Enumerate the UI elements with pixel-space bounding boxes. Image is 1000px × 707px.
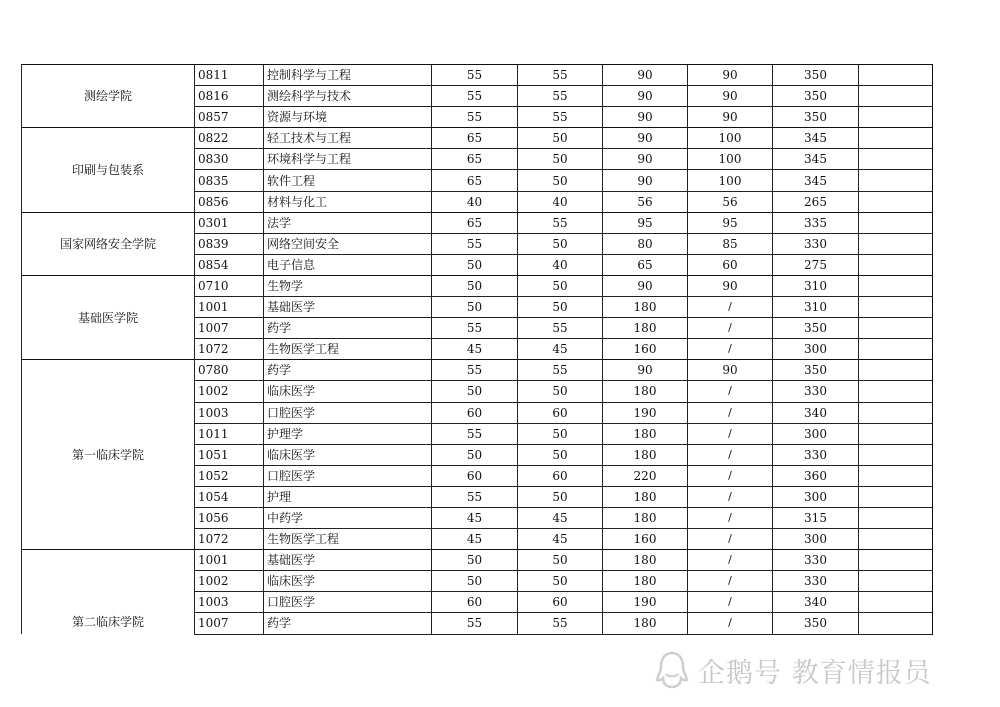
score-subject-2-cell: / [688,444,773,465]
watermark-text: 企鹅号 教育情报员 [698,657,932,689]
major-cell: 资源与环境 [264,107,432,128]
major-cell: 电子信息 [264,254,432,275]
score-subject-2-cell: / [688,613,773,634]
code-cell: 0780 [195,360,264,381]
code-cell: 1011 [195,423,264,444]
remark-cell [859,613,933,634]
score-subject-1-cell: 180 [603,423,688,444]
score-subject-1-cell: 180 [603,550,688,571]
score-foreign-language-cell: 50 [518,149,603,170]
score-subject-2-cell: 60 [688,254,773,275]
score-politics-cell: 50 [432,381,518,402]
code-cell: 0854 [195,254,264,275]
score-foreign-language-cell: 50 [518,571,603,592]
score-subject-1-cell: 180 [603,381,688,402]
code-cell: 1072 [195,339,264,360]
score-foreign-language-cell: 50 [518,128,603,149]
major-cell: 临床医学 [264,444,432,465]
major-cell: 临床医学 [264,381,432,402]
major-cell: 网络空间安全 [264,233,432,254]
code-cell: 0830 [195,149,264,170]
score-subject-1-cell: 190 [603,402,688,423]
remark-cell [859,65,933,86]
code-cell: 1003 [195,402,264,423]
code-cell: 0811 [195,65,264,86]
score-foreign-language-cell: 45 [518,529,603,550]
score-politics-cell: 55 [432,423,518,444]
major-cell: 口腔医学 [264,592,432,613]
score-politics-cell: 50 [432,254,518,275]
code-cell: 1007 [195,613,264,634]
score-subject-2-cell: / [688,571,773,592]
remark-cell [859,507,933,528]
total-score-cell: 350 [773,360,859,381]
code-cell: 1051 [195,444,264,465]
remark-cell [859,529,933,550]
score-subject-1-cell: 180 [603,486,688,507]
college-name: 印刷与包装系 [22,128,195,212]
major-cell: 测绘科学与技术 [264,86,432,107]
score-foreign-language-cell: 40 [518,254,603,275]
major-cell: 基础医学 [264,297,432,318]
score-foreign-language-cell: 50 [518,444,603,465]
code-cell: 0835 [195,170,264,191]
score-subject-1-cell: 180 [603,318,688,339]
total-score-cell: 315 [773,507,859,528]
code-cell: 0710 [195,275,264,296]
remark-cell [859,297,933,318]
score-foreign-language-cell: 50 [518,423,603,444]
code-cell: 0857 [195,107,264,128]
score-subject-2-cell: 90 [688,360,773,381]
college-name: 第二临床学院 [22,550,195,634]
total-score-cell: 300 [773,486,859,507]
score-foreign-language-cell: 50 [518,381,603,402]
total-score-cell: 340 [773,402,859,423]
score-subject-2-cell: / [688,592,773,613]
major-cell: 中药学 [264,507,432,528]
code-cell: 1054 [195,486,264,507]
remark-cell [859,233,933,254]
score-subject-1-cell: 90 [603,86,688,107]
score-subject-2-cell: 100 [688,149,773,170]
major-cell: 材料与化工 [264,191,432,212]
code-cell: 1072 [195,529,264,550]
score-subject-1-cell: 180 [603,613,688,634]
major-cell: 护理 [264,486,432,507]
score-foreign-language-cell: 55 [518,360,603,381]
score-foreign-language-cell: 50 [518,170,603,191]
total-score-cell: 340 [773,592,859,613]
total-score-cell: 310 [773,297,859,318]
score-subject-1-cell: 90 [603,149,688,170]
score-subject-2-cell: / [688,550,773,571]
college-name: 国家网络安全学院 [22,212,195,275]
code-cell: 1001 [195,297,264,318]
score-foreign-language-cell: 60 [518,465,603,486]
score-foreign-language-cell: 50 [518,233,603,254]
remark-cell [859,339,933,360]
score-foreign-language-cell: 55 [518,107,603,128]
remark-cell [859,107,933,128]
score-subject-2-cell: / [688,465,773,486]
table-row [22,360,933,381]
score-subject-1-cell: 180 [603,507,688,528]
table-row [22,65,933,86]
code-cell: 0816 [195,86,264,107]
total-score-cell: 350 [773,318,859,339]
remark-cell [859,423,933,444]
score-politics-cell: 60 [432,592,518,613]
table-row [22,275,933,296]
watermark [654,648,932,692]
score-politics-cell: 55 [432,360,518,381]
table-row [22,128,933,149]
remark-cell [859,360,933,381]
score-subject-2-cell: / [688,297,773,318]
code-cell: 1003 [195,592,264,613]
total-score-cell: 330 [773,571,859,592]
score-subject-1-cell: 90 [603,128,688,149]
remark-cell [859,149,933,170]
total-score-cell: 360 [773,465,859,486]
total-score-cell: 350 [773,86,859,107]
score-foreign-language-cell: 45 [518,507,603,528]
score-politics-cell: 65 [432,212,518,233]
major-cell: 药学 [264,613,432,634]
remark-cell [859,381,933,402]
score-foreign-language-cell: 50 [518,550,603,571]
code-cell: 1001 [195,550,264,571]
score-foreign-language-cell: 45 [518,339,603,360]
score-foreign-language-cell: 55 [518,613,603,634]
score-politics-cell: 45 [432,507,518,528]
score-subject-2-cell: 56 [688,191,773,212]
remark-cell [859,191,933,212]
total-score-cell: 350 [773,107,859,128]
score-subject-1-cell: 160 [603,529,688,550]
major-cell: 生物学 [264,275,432,296]
score-subject-1-cell: 80 [603,233,688,254]
score-foreign-language-cell: 55 [518,318,603,339]
score-subject-1-cell: 180 [603,571,688,592]
table-row [22,212,933,233]
score-subject-2-cell: 90 [688,107,773,128]
code-cell: 0856 [195,191,264,212]
score-politics-cell: 60 [432,402,518,423]
total-score-cell: 265 [773,191,859,212]
major-cell: 软件工程 [264,170,432,191]
total-score-cell: 300 [773,423,859,444]
score-politics-cell: 55 [432,613,518,634]
code-cell: 0822 [195,128,264,149]
score-politics-cell: 65 [432,128,518,149]
score-subject-1-cell: 65 [603,254,688,275]
major-cell: 轻工技术与工程 [264,128,432,149]
score-subject-2-cell: 90 [688,275,773,296]
score-politics-cell: 40 [432,191,518,212]
score-politics-cell: 50 [432,275,518,296]
remark-cell [859,402,933,423]
code-cell: 0301 [195,212,264,233]
score-subject-2-cell: 100 [688,170,773,191]
major-cell: 基础医学 [264,550,432,571]
score-politics-cell: 50 [432,297,518,318]
table-row [22,550,933,571]
code-cell: 1052 [195,465,264,486]
major-cell: 法学 [264,212,432,233]
penguin-logo-icon [654,650,690,690]
score-foreign-language-cell: 50 [518,297,603,318]
score-politics-cell: 55 [432,318,518,339]
score-subject-2-cell: / [688,529,773,550]
remark-cell [859,128,933,149]
remark-cell [859,212,933,233]
score-subject-2-cell: / [688,507,773,528]
major-cell: 口腔医学 [264,465,432,486]
score-foreign-language-cell: 50 [518,275,603,296]
remark-cell [859,275,933,296]
score-subject-1-cell: 90 [603,360,688,381]
total-score-cell: 330 [773,550,859,571]
total-score-cell: 300 [773,339,859,360]
college-name: 第一临床学院 [22,360,195,550]
code-cell: 1007 [195,318,264,339]
score-politics-cell: 50 [432,550,518,571]
score-politics-cell: 55 [432,107,518,128]
remark-cell [859,465,933,486]
remark-cell [859,486,933,507]
major-cell: 药学 [264,360,432,381]
total-score-cell: 330 [773,444,859,465]
score-foreign-language-cell: 50 [518,486,603,507]
score-subject-2-cell: 85 [688,233,773,254]
score-politics-cell: 55 [432,65,518,86]
score-subject-2-cell: 90 [688,86,773,107]
total-score-cell: 300 [773,529,859,550]
score-subject-2-cell: / [688,381,773,402]
major-cell: 生物医学工程 [264,529,432,550]
code-cell: 0839 [195,233,264,254]
score-politics-cell: 50 [432,571,518,592]
college-name: 基础医学院 [22,275,195,359]
remark-cell [859,86,933,107]
score-politics-cell: 45 [432,339,518,360]
score-subject-1-cell: 180 [603,297,688,318]
score-politics-cell: 55 [432,86,518,107]
major-cell: 生物医学工程 [264,339,432,360]
major-cell: 临床医学 [264,571,432,592]
total-score-cell: 345 [773,149,859,170]
code-cell: 1002 [195,571,264,592]
score-politics-cell: 45 [432,529,518,550]
major-cell: 护理学 [264,423,432,444]
score-foreign-language-cell: 40 [518,191,603,212]
score-politics-cell: 65 [432,149,518,170]
score-politics-cell: 60 [432,465,518,486]
score-politics-cell: 65 [432,170,518,191]
score-subject-1-cell: 90 [603,275,688,296]
major-cell: 控制科学与工程 [264,65,432,86]
total-score-cell: 310 [773,275,859,296]
score-foreign-language-cell: 60 [518,592,603,613]
total-score-cell: 275 [773,254,859,275]
total-score-cell: 350 [773,613,859,634]
college-name: 测绘学院 [22,65,195,128]
score-politics-cell: 55 [432,486,518,507]
score-foreign-language-cell: 55 [518,65,603,86]
score-subject-2-cell: / [688,486,773,507]
score-subject-2-cell: 90 [688,65,773,86]
score-subject-1-cell: 90 [603,107,688,128]
remark-cell [859,254,933,275]
remark-cell [859,444,933,465]
score-subject-2-cell: 95 [688,212,773,233]
remark-cell [859,571,933,592]
total-score-cell: 345 [773,170,859,191]
total-score-cell: 345 [773,128,859,149]
score-subject-2-cell: / [688,339,773,360]
score-subject-1-cell: 90 [603,65,688,86]
score-subject-2-cell: 100 [688,128,773,149]
score-subject-1-cell: 190 [603,592,688,613]
score-subject-1-cell: 56 [603,191,688,212]
score-foreign-language-cell: 55 [518,212,603,233]
remark-cell [859,550,933,571]
score-politics-cell: 50 [432,444,518,465]
score-subject-1-cell: 220 [603,465,688,486]
total-score-cell: 350 [773,65,859,86]
score-subject-2-cell: / [688,423,773,444]
remark-cell [859,592,933,613]
score-subject-2-cell: / [688,402,773,423]
score-subject-2-cell: / [688,318,773,339]
major-cell: 环境科学与工程 [264,149,432,170]
total-score-cell: 335 [773,212,859,233]
remark-cell [859,318,933,339]
score-subject-1-cell: 95 [603,212,688,233]
score-politics-cell: 55 [432,233,518,254]
score-subject-1-cell: 160 [603,339,688,360]
total-score-cell: 330 [773,233,859,254]
code-cell: 1002 [195,381,264,402]
score-subject-1-cell: 90 [603,170,688,191]
remark-cell [859,170,933,191]
code-cell: 1056 [195,507,264,528]
major-cell: 口腔医学 [264,402,432,423]
major-cell: 药学 [264,318,432,339]
score-subject-1-cell: 180 [603,444,688,465]
total-score-cell: 330 [773,381,859,402]
score-foreign-language-cell: 60 [518,402,603,423]
score-foreign-language-cell: 55 [518,86,603,107]
score-table [21,64,933,635]
